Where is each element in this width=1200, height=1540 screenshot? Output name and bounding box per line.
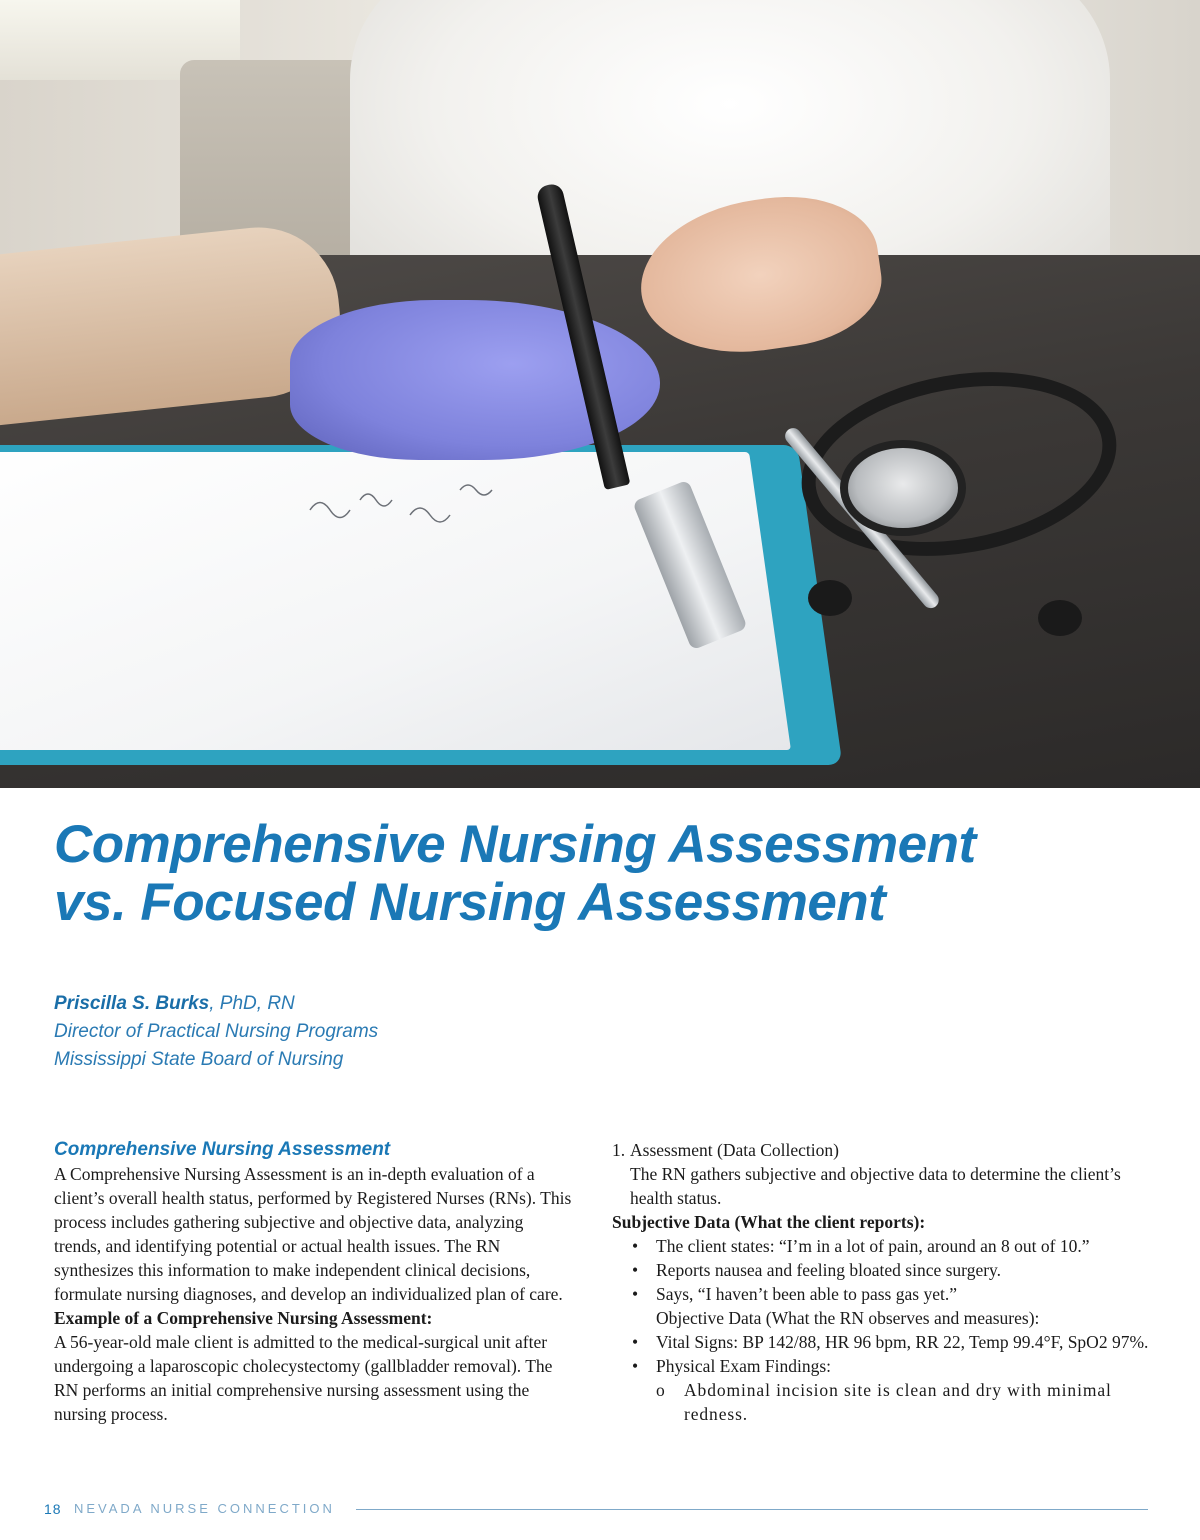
footer-rule [356,1509,1148,1510]
intro-paragraph: A Comprehensive Nursing Assessment is an in-depth evaluation of a client’s overall health status, performed by Registered Nurses (RNs). This process includes gathering subjective and objective data, analyzing trends, and identifying potential or actual health issues. The RN synthesizes this information to make independent clinical decisions, formulate nursing diagnoses, and develop an individualized plan of care. [54,1164,572,1304]
left-column [54,1138,574,1426]
numbered-step [612,1138,1152,1210]
author-name: Priscilla S. Burks [54,993,210,1014]
step-number: 1. [612,1140,626,1160]
list-item: • Reports nausea and feeling bloated since surgery. [612,1258,1152,1282]
handwriting-scribble [300,470,510,550]
author-credentials: , PhD, RN [209,993,295,1014]
stethoscope-earpiece-left [808,580,852,616]
objective-list [612,1330,1152,1378]
subjective-list [612,1234,1152,1306]
list-item: • Says, “I haven’t been able to pass gas yet.” [612,1282,1152,1306]
sub-list-item [612,1378,1152,1426]
right-column [612,1138,1152,1426]
objective-heading: Objective Data (What the RN observes and measures): [656,1308,1040,1328]
step-text: The RN gathers subjective and objective data to determine the client’s health status. [630,1164,1121,1208]
byline [54,990,754,1074]
page-footer [44,1500,1154,1522]
section-heading: Comprehensive Nursing Assessment [54,1139,391,1160]
sub-bullet-marker: o [656,1380,666,1400]
author-role: Director of Practical Nursing Programs [54,1021,379,1042]
page-number: 18 [44,1501,62,1517]
subjective-heading: Subjective Data (What the client reports): [612,1212,926,1232]
article-title-line-2: vs. Focused Nursing Assessment [54,873,886,932]
author-line [54,990,754,1018]
stethoscope-chestpiece [840,440,966,536]
list-item: • Physical Exam Findings: [612,1354,1152,1378]
step-title: Assessment (Data Collection) [630,1140,839,1160]
list-item: • Vital Signs: BP 142/88, HR 96 bpm, RR 22, Temp 99.4°F, SpO2 97%. [612,1330,1152,1354]
example-heading: Example of a Comprehensive Nursing Assessment: [54,1308,433,1328]
publication-name: NEVADA NURSE CONNECTION [74,1501,335,1516]
stethoscope-earpiece-right [1038,600,1082,636]
article-title [54,816,1164,932]
article-title-line-1: Comprehensive Nursing Assessment [54,815,976,874]
example-paragraph: A 56-year-old male client is admitted to the medical-surgical unit after undergoing a laparoscopic cholecystectomy (gallbladder removal). The RN performs an initial comprehensive nursing assessment using the nursing process. [54,1332,553,1424]
author-organization: Mississippi State Board of Nursing [54,1049,344,1070]
list-item: • The client states: “I’m in a lot of pain, around an 8 out of 10.” [612,1234,1152,1258]
sub-item-text: Abdominal incision site is clean and dry with minimal redness. [684,1380,1112,1424]
